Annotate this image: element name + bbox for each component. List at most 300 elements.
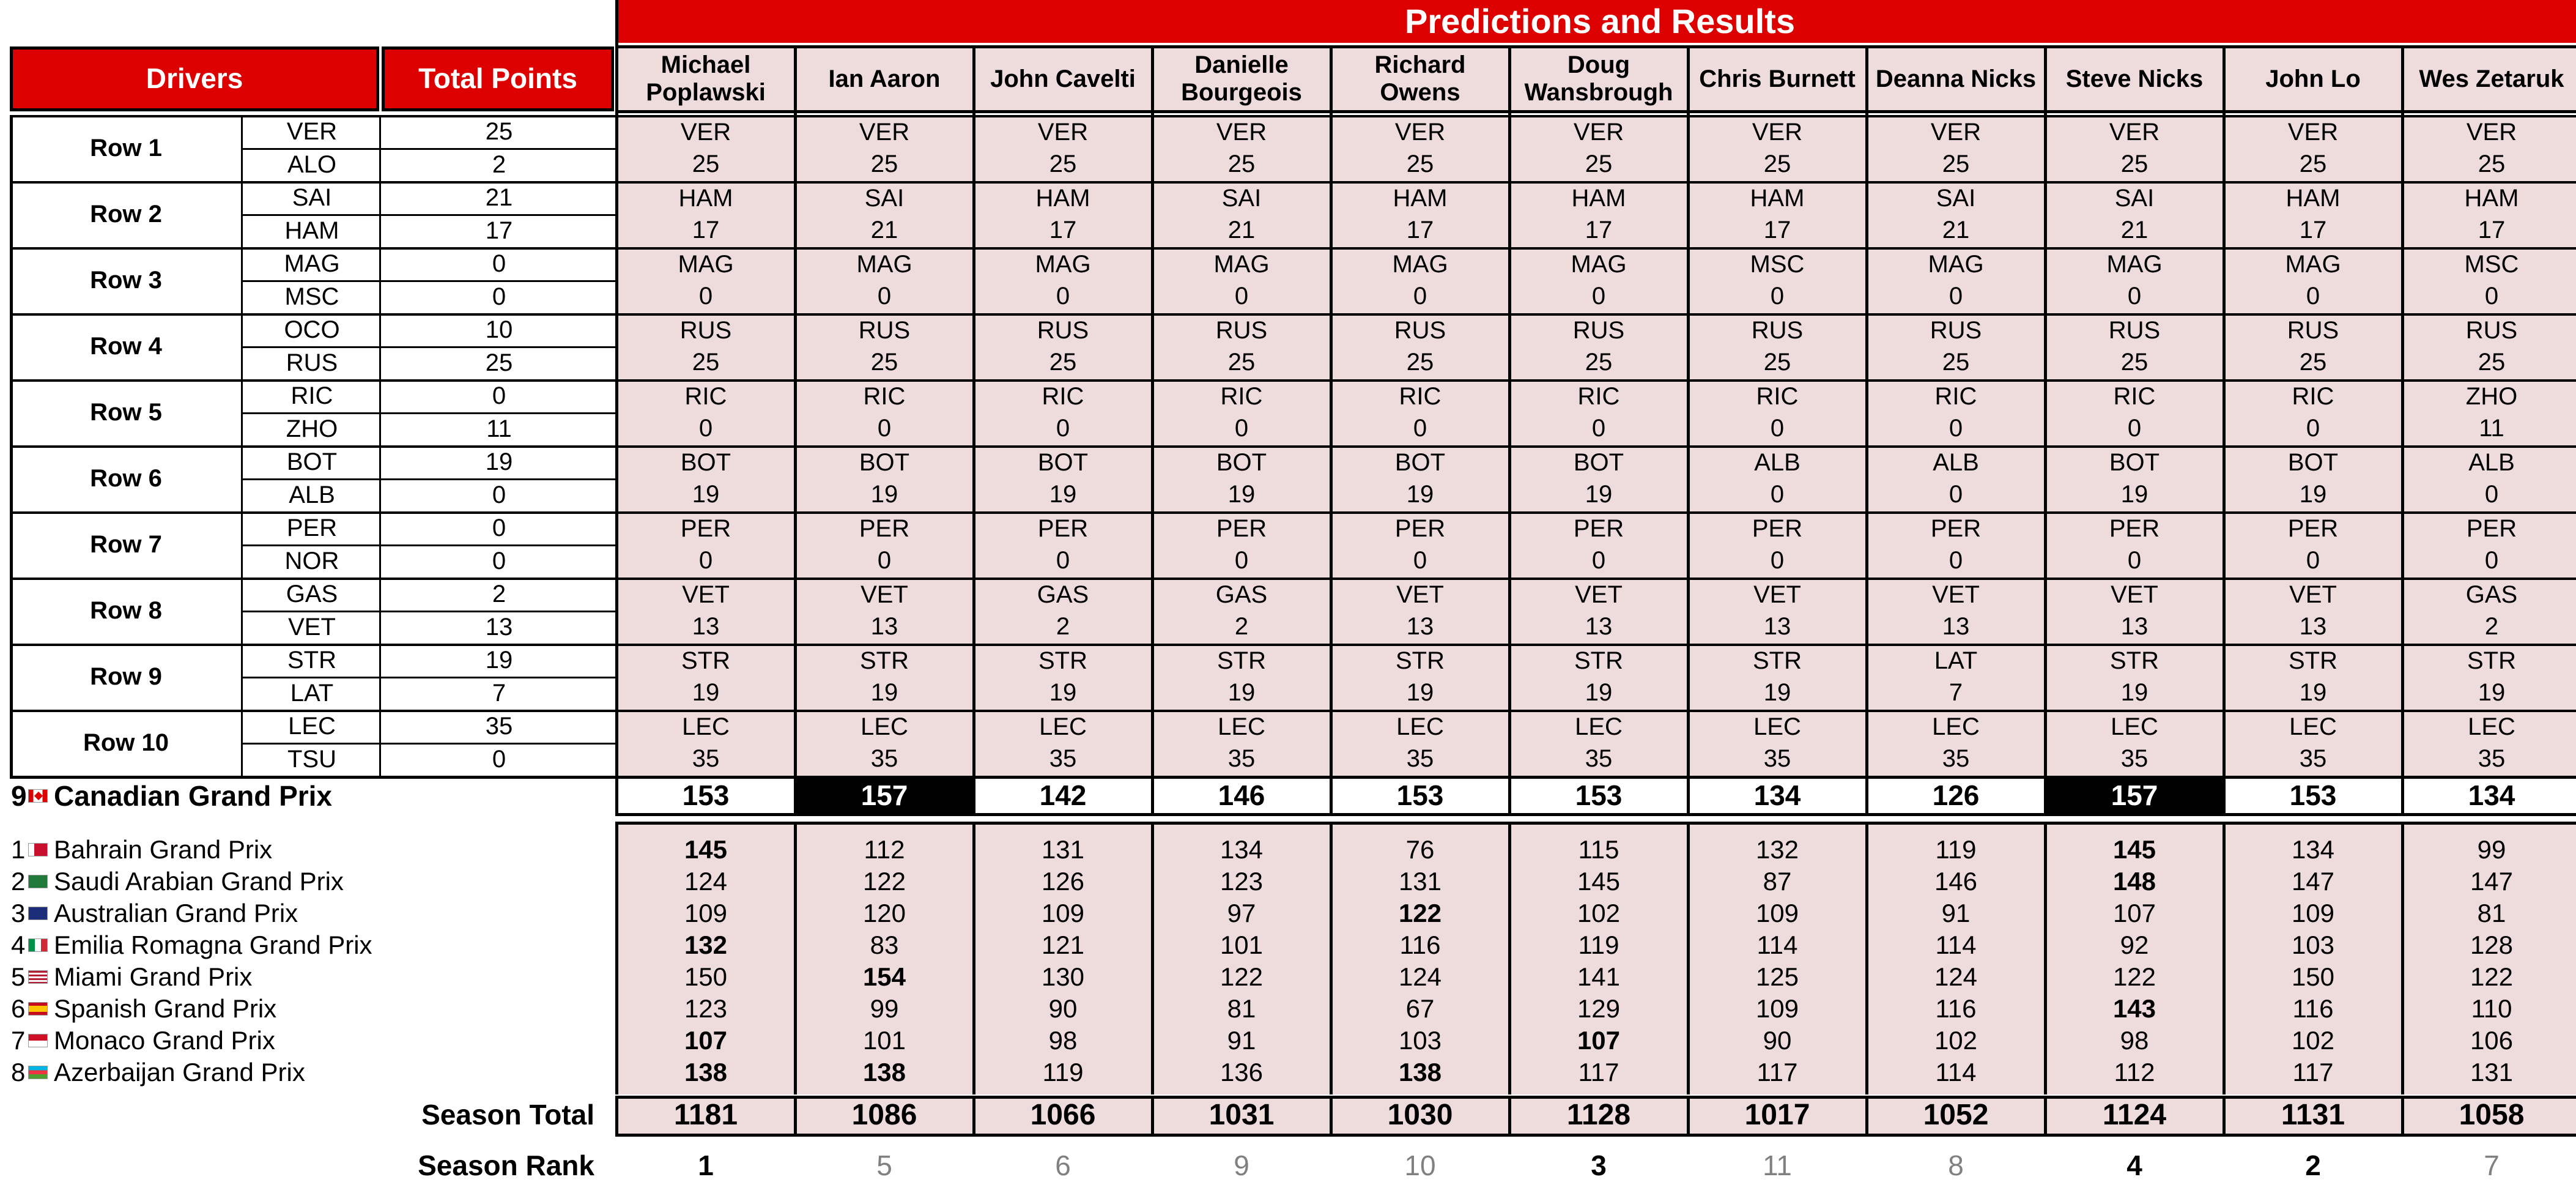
pick-points: 21 <box>1942 216 1970 243</box>
pick-points: 25 <box>1406 348 1434 376</box>
race-score: 90 <box>1048 994 1078 1023</box>
pick-points: 0 <box>1056 546 1070 574</box>
driver-code: ALO <box>287 150 337 178</box>
pick-driver: VER <box>1216 118 1267 146</box>
pick-points: 35 <box>2299 745 2327 772</box>
race-score: 145 <box>2112 835 2156 864</box>
pick-driver: GAS <box>1215 581 1268 608</box>
pick-driver: LEC <box>1575 713 1623 740</box>
driver-points: 2 <box>492 580 506 607</box>
race-name: Miami Grand Prix <box>54 962 253 991</box>
pick-driver: STR <box>2467 647 2516 674</box>
race-score: 119 <box>1042 1058 1084 1087</box>
driver-code: VER <box>286 117 338 145</box>
pick-driver: RUS <box>1215 316 1268 344</box>
pick-points: 25 <box>1585 150 1613 177</box>
column-line <box>2044 1097 2047 1136</box>
column-line <box>1330 779 1333 816</box>
pick-driver: ALB <box>1933 448 1979 476</box>
driver-code: SAI <box>292 184 332 211</box>
row-border <box>615 813 2576 816</box>
row-label: Row 3 <box>90 266 162 294</box>
race-score: 122 <box>1220 962 1264 992</box>
total-points-header: Total Points <box>382 46 614 111</box>
driver-code: GAS <box>286 580 338 607</box>
column-line <box>1865 1097 1868 1136</box>
driver-points: 0 <box>492 481 506 508</box>
race-score: 114 <box>1935 931 1977 960</box>
race-score: 146 <box>1934 867 1978 896</box>
race-score: 107 <box>1577 1026 1621 1055</box>
driver-points: 0 <box>492 514 506 541</box>
pick-points: 0 <box>1591 414 1606 442</box>
pick-driver: PER <box>1216 514 1267 542</box>
race-label <box>11 866 344 897</box>
pick-driver: MAG <box>1392 250 1448 278</box>
pick-driver: MAG <box>856 250 912 278</box>
driver-divider <box>242 743 616 745</box>
column-line <box>1865 822 1868 1094</box>
row-border <box>10 379 2576 382</box>
race-label <box>11 834 272 866</box>
pick-points: 25 <box>1763 150 1791 177</box>
race-number: 1 <box>11 835 26 864</box>
pick-driver: VET <box>1753 581 1801 608</box>
pick-points: 19 <box>1585 678 1613 706</box>
pick-driver: SAI <box>2114 184 2155 212</box>
race-score: 103 <box>2291 931 2335 960</box>
column-line <box>794 822 797 1094</box>
pick-points: 19 <box>2299 480 2327 508</box>
race-score: 122 <box>1398 899 1442 928</box>
pick-driver: MAG <box>2106 250 2163 278</box>
race-score: 102 <box>1934 1026 1978 1055</box>
race-score: 109 <box>2291 899 2335 928</box>
pick-points: 11 <box>2479 414 2504 442</box>
column-line <box>2401 822 2404 1094</box>
race-score: 136 <box>1220 1058 1264 1087</box>
column-line <box>972 46 975 777</box>
race-score: 145 <box>684 835 728 864</box>
pick-driver: RUS <box>1572 316 1625 344</box>
pick-driver: VER <box>1037 118 1089 146</box>
pick-driver: GAS <box>1037 581 1089 608</box>
pick-points: 35 <box>870 745 898 772</box>
race-number: 4 <box>11 931 26 959</box>
driver-points: 0 <box>492 250 506 277</box>
race-score: 106 <box>2470 1026 2514 1055</box>
pick-points: 13 <box>2120 612 2149 640</box>
driver-divider <box>242 346 616 348</box>
race-score: 134 <box>2291 835 2335 864</box>
race-label <box>11 961 252 993</box>
row-label: Row 1 <box>90 134 162 162</box>
driver-code: PER <box>286 514 338 541</box>
pick-points: 0 <box>1234 282 1249 310</box>
pick-driver: RIC <box>684 382 727 410</box>
pick-points: 25 <box>870 150 898 177</box>
row-border <box>615 1134 2576 1137</box>
row-border <box>10 644 2576 646</box>
race-score: 138 <box>862 1058 906 1087</box>
pick-points: 25 <box>1406 150 1434 177</box>
race-score: 116 <box>1935 994 1977 1023</box>
pick-points: 25 <box>1049 150 1077 177</box>
race-score: 143 <box>2112 994 2156 1023</box>
race-number: 8 <box>11 1058 26 1087</box>
pick-points: 19 <box>1406 480 1434 508</box>
pick-points: 25 <box>692 150 720 177</box>
pick-points: 0 <box>2306 414 2320 442</box>
race-score: 150 <box>684 962 728 992</box>
season-total-value: 1124 <box>2102 1099 2167 1132</box>
pick-points: 35 <box>1763 745 1791 772</box>
race-number: 7 <box>11 1026 26 1055</box>
player-header: Danielle Bourgeois <box>1152 46 1331 111</box>
column-line <box>1151 1097 1154 1136</box>
pick-driver: RUS <box>858 316 911 344</box>
race-score: 90 <box>1763 1026 1792 1055</box>
bahrain-flag-icon <box>28 843 48 856</box>
current-race-score: 157 <box>795 779 974 813</box>
driver-divider <box>242 412 616 414</box>
pick-driver: MSC <box>2464 250 2519 278</box>
pick-driver: BOT <box>859 448 910 476</box>
race-score: 102 <box>2291 1026 2335 1055</box>
driver-code: LAT <box>290 679 334 707</box>
pick-driver: VER <box>1752 118 1803 146</box>
race-score: 154 <box>862 962 906 992</box>
row-label: Row 4 <box>90 332 162 360</box>
pick-driver: PER <box>2109 514 2160 542</box>
pick-driver: HAM <box>2464 184 2519 212</box>
race-score: 131 <box>2470 1058 2514 1087</box>
pick-driver: RIC <box>863 382 906 410</box>
pick-driver: VER <box>2287 118 2339 146</box>
pick-points: 0 <box>1949 414 1963 442</box>
race-score: 117 <box>1756 1058 1798 1087</box>
season-total-value: 1181 <box>673 1099 738 1132</box>
race-number: 3 <box>11 899 26 927</box>
pick-points: 13 <box>1585 612 1613 640</box>
driver-code: ZHO <box>286 415 338 442</box>
pick-driver: ALB <box>1754 448 1801 476</box>
header-line <box>615 110 2576 113</box>
race-score: 132 <box>684 931 728 960</box>
player-header: John Lo <box>2224 46 2402 111</box>
pick-driver: BOT <box>1573 448 1624 476</box>
pick-points: 0 <box>2306 546 2320 574</box>
pick-points: 13 <box>1763 612 1791 640</box>
pick-points: 35 <box>1227 745 1256 772</box>
season-rank-value: 4 <box>2126 1150 2142 1182</box>
column-line <box>1151 779 1154 816</box>
driver-points: 19 <box>485 448 513 475</box>
pick-driver: PER <box>2287 514 2339 542</box>
pick-points: 0 <box>1591 282 1606 310</box>
race-score: 120 <box>862 899 906 928</box>
race-score: 91 <box>1941 899 1971 928</box>
race-score: 116 <box>1399 931 1441 960</box>
pick-points: 0 <box>1056 282 1070 310</box>
driver-code: HAM <box>284 217 339 244</box>
pick-driver: VER <box>1573 118 1624 146</box>
column-line <box>1687 1097 1690 1136</box>
current-race-score: 157 <box>2045 779 2224 813</box>
spain-flag-icon <box>28 1002 48 1016</box>
race-label <box>11 1025 275 1057</box>
driver-points: 25 <box>485 117 513 145</box>
pick-points: 35 <box>2478 745 2506 772</box>
pick-points: 0 <box>1234 414 1249 442</box>
pick-points: 0 <box>2484 480 2499 508</box>
column-line <box>1330 46 1333 777</box>
pick-driver: HAM <box>1571 184 1626 212</box>
driver-code: ALB <box>289 481 335 508</box>
column-line <box>1508 779 1511 816</box>
pick-points: 35 <box>1942 745 1970 772</box>
driver-points: 11 <box>486 415 512 442</box>
pick-driver: STR <box>1038 647 1087 674</box>
row-border <box>10 115 2576 117</box>
pick-points: 17 <box>2478 216 2506 243</box>
pick-driver: LEC <box>2468 713 2515 740</box>
pick-driver: PER <box>1037 514 1089 542</box>
pick-driver: RUS <box>1394 316 1446 344</box>
race-score: 109 <box>1755 899 1799 928</box>
race-score: 117 <box>1578 1058 1619 1087</box>
race-number: 9 <box>11 780 27 812</box>
row-border <box>615 822 2576 825</box>
pick-points: 25 <box>1227 348 1256 376</box>
race-score: 141 <box>1577 962 1621 992</box>
driver-code: RUS <box>286 349 338 376</box>
monaco-flag-icon <box>28 1034 48 1047</box>
pick-driver: VET <box>2111 581 2158 608</box>
driver-divider <box>242 544 616 546</box>
pick-driver: VET <box>1932 581 1980 608</box>
current-race-label <box>11 779 332 813</box>
grid-line <box>241 115 243 776</box>
pick-points: 25 <box>1942 150 1970 177</box>
season-total-value: 1017 <box>1744 1099 1810 1132</box>
driver-points: 7 <box>492 679 506 707</box>
season-rank-value: 10 <box>1404 1150 1436 1182</box>
season-total-value: 1066 <box>1030 1099 1096 1132</box>
pick-points: 25 <box>2120 348 2149 376</box>
pick-points: 19 <box>1406 678 1434 706</box>
pick-driver: MAG <box>1928 250 1984 278</box>
pick-points: 0 <box>698 282 713 310</box>
pick-driver: VER <box>859 118 910 146</box>
current-race-score: 153 <box>2289 779 2337 812</box>
pick-points: 35 <box>692 745 720 772</box>
pick-points: 0 <box>877 414 892 442</box>
race-score: 101 <box>1220 931 1264 960</box>
driver-points: 17 <box>485 217 513 244</box>
pick-driver: RUS <box>2108 316 2161 344</box>
race-score: 67 <box>1405 994 1435 1023</box>
column-line <box>2044 822 2047 1094</box>
driver-points: 10 <box>485 316 513 343</box>
race-score: 112 <box>2114 1058 2155 1087</box>
pick-driver: HAM <box>678 184 733 212</box>
driver-points: 25 <box>485 349 513 376</box>
header-line <box>615 45 2576 48</box>
driver-divider <box>242 478 616 480</box>
pick-driver: BOT <box>2287 448 2339 476</box>
pick-points: 13 <box>2299 612 2327 640</box>
season-rank-value: 3 <box>1591 1150 1607 1182</box>
column-line <box>2401 46 2404 777</box>
race-score: 109 <box>1041 899 1085 928</box>
pick-points: 0 <box>1949 282 1963 310</box>
pick-points: 25 <box>2299 150 2327 177</box>
season-rank-value: 7 <box>2484 1150 2500 1182</box>
driver-code: NOR <box>284 547 339 574</box>
column-line <box>794 46 797 777</box>
current-race-score: 126 <box>1932 779 1980 812</box>
grid-line <box>10 115 13 776</box>
season-rank-value: 5 <box>876 1150 892 1182</box>
pick-points: 25 <box>692 348 720 376</box>
row-border <box>10 511 2576 514</box>
column-line <box>615 0 618 46</box>
race-score: 102 <box>1577 899 1621 928</box>
race-name: Monaco Grand Prix <box>54 1026 275 1055</box>
player-header: Steve Nicks <box>2045 46 2224 111</box>
race-score: 119 <box>1578 931 1619 960</box>
pick-driver: ALB <box>2468 448 2515 476</box>
pick-driver: PER <box>1394 514 1446 542</box>
pick-driver: LEC <box>2111 713 2158 740</box>
race-score: 91 <box>1227 1026 1256 1055</box>
pick-driver: MAG <box>1035 250 1091 278</box>
race-name: Canadian Grand Prix <box>54 780 333 812</box>
race-score: 147 <box>2291 867 2335 896</box>
race-score: 98 <box>2120 1026 2149 1055</box>
pick-driver: VET <box>682 581 730 608</box>
current-race-score: 153 <box>1575 779 1623 812</box>
row-label: Row 9 <box>90 663 162 690</box>
row-label: Row 2 <box>90 200 162 228</box>
column-line <box>1865 779 1868 816</box>
driver-code: MAG <box>284 250 340 277</box>
pick-driver: HAM <box>1750 184 1805 212</box>
race-score: 99 <box>2477 835 2506 864</box>
pick-driver: LEC <box>1396 713 1444 740</box>
pick-driver: MAG <box>1213 250 1270 278</box>
pick-driver: RIC <box>1042 382 1084 410</box>
pick-driver: VER <box>1930 118 1982 146</box>
pick-driver: RUS <box>1930 316 1982 344</box>
season-total-value: 1128 <box>1566 1099 1631 1132</box>
pick-driver: STR <box>2289 647 2337 674</box>
race-label <box>11 929 372 961</box>
pick-points: 19 <box>1227 678 1256 706</box>
race-score: 119 <box>1935 835 1977 864</box>
race-score: 112 <box>864 835 905 864</box>
column-line <box>794 1097 797 1136</box>
pick-points: 2 <box>2484 612 2499 640</box>
pick-points: 0 <box>1949 480 1963 508</box>
current-race-score: 146 <box>1218 779 1265 812</box>
driver-points: 13 <box>485 613 513 641</box>
current-race-score: 134 <box>2468 779 2515 812</box>
pick-points: 17 <box>1406 216 1434 243</box>
pick-driver: HAM <box>1393 184 1448 212</box>
race-score: 123 <box>684 994 728 1023</box>
pick-driver: LEC <box>2289 713 2337 740</box>
pick-points: 21 <box>870 216 898 243</box>
driver-divider <box>242 148 616 150</box>
row-border <box>10 181 2576 184</box>
race-score: 97 <box>1227 899 1256 928</box>
pick-points: 25 <box>1763 348 1791 376</box>
driver-code: TSU <box>287 745 336 773</box>
column-line <box>2223 46 2226 777</box>
pick-driver: VER <box>1394 118 1446 146</box>
race-score: 138 <box>1398 1058 1442 1087</box>
pick-driver: HAM <box>1035 184 1090 212</box>
column-line <box>2223 1097 2226 1136</box>
grid-line <box>379 115 381 776</box>
pick-driver: SAI <box>1221 184 1262 212</box>
pick-points: 13 <box>870 612 898 640</box>
pick-driver: VET <box>2289 581 2337 608</box>
driver-points: 0 <box>492 283 506 310</box>
pick-points: 19 <box>2299 678 2327 706</box>
pick-driver: HAM <box>2285 184 2341 212</box>
race-score: 138 <box>684 1058 728 1087</box>
race-score: 132 <box>1755 835 1799 864</box>
race-score: 130 <box>1041 962 1085 992</box>
season-total-value: 1052 <box>1923 1099 1989 1132</box>
pick-driver: STR <box>860 647 909 674</box>
pick-driver: VER <box>680 118 731 146</box>
player-header: Michael Poplawski <box>616 46 795 111</box>
pick-points: 13 <box>1942 612 1970 640</box>
column-line <box>1330 1097 1333 1136</box>
race-score: 83 <box>870 931 899 960</box>
column-line <box>1330 822 1333 1094</box>
race-score: 107 <box>684 1026 728 1055</box>
column-line <box>1687 779 1690 816</box>
race-score: 109 <box>684 899 728 928</box>
pick-points: 0 <box>1056 414 1070 442</box>
pick-driver: STR <box>1574 647 1623 674</box>
season-total-value: 1031 <box>1208 1099 1275 1132</box>
pick-driver: LEC <box>1218 713 1265 740</box>
pick-points: 19 <box>870 678 898 706</box>
pick-points: 2 <box>1056 612 1070 640</box>
pick-points: 7 <box>1949 678 1963 706</box>
pick-points: 19 <box>2120 480 2149 508</box>
season-total-value: 1058 <box>2459 1099 2525 1132</box>
race-score: 116 <box>2292 994 2334 1023</box>
season-total-value: 1131 <box>2281 1099 2345 1132</box>
pick-driver: SAI <box>1936 184 1976 212</box>
season-rank-value: 1 <box>698 1150 714 1182</box>
race-score: 117 <box>2292 1058 2334 1087</box>
column-line <box>1865 46 1868 777</box>
pick-driver: RUS <box>2465 316 2518 344</box>
pick-points: 0 <box>2484 282 2499 310</box>
column-line <box>2223 822 2226 1094</box>
column-line <box>1508 1097 1511 1136</box>
season-rank-value: 9 <box>1234 1150 1249 1182</box>
row-label: Row 10 <box>83 729 169 756</box>
